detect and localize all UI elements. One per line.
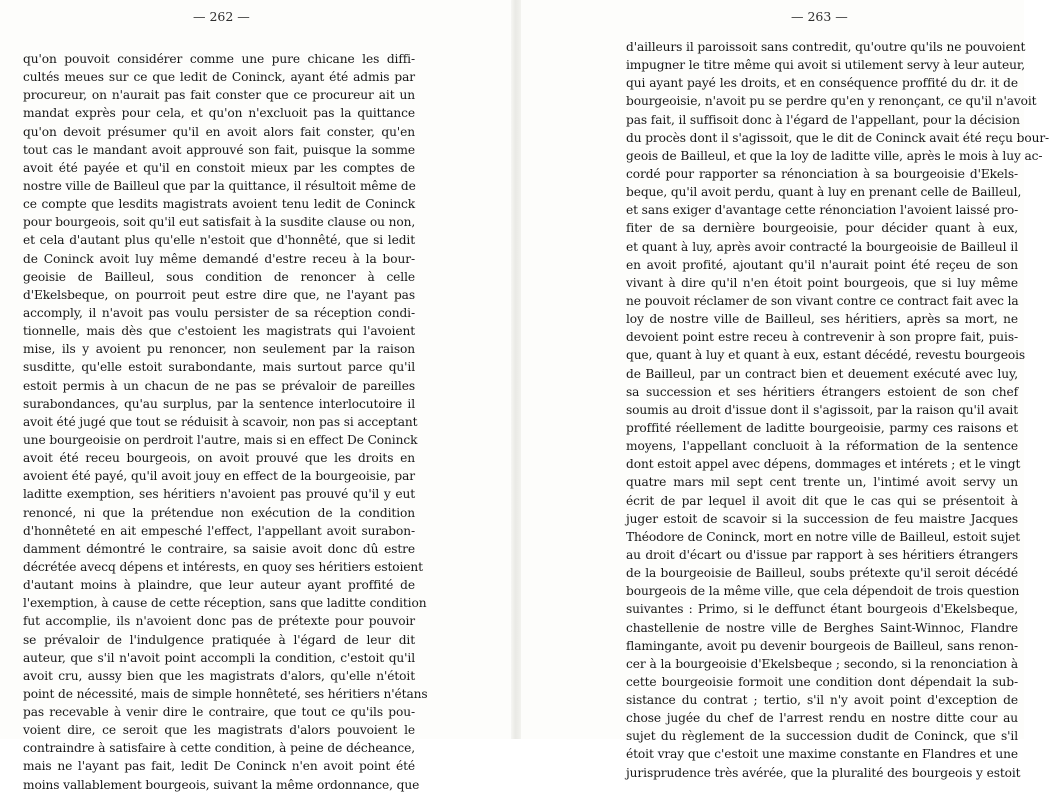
text-line: geois de Bailleul, et que la loy de laditte ville, après le mois à luy ac- xyxy=(626,148,1043,163)
text-line: cordé pour rapporter sa rénonciation à sa bourgeoisie d'Ekels- xyxy=(626,166,1018,181)
left-page xyxy=(0,0,511,792)
text-line: avoit cru, aussy bien que les magistrats d'alors, qu'elle n'étoit xyxy=(23,668,415,683)
text-line: devoient point estre receu à contrevenir à son propre fait, puis- xyxy=(626,330,1018,345)
text-line: l'exemption, à cause de cette réception, sans que laditte condition xyxy=(23,596,427,611)
text-line: qu'on pouvoit considérer comme une pure chicane les diffi- xyxy=(23,52,415,66)
text-line: geoisie de Bailleul, sous condition de renoncer à celle xyxy=(23,269,415,284)
text-line: laditte exemption, ses héritiers n'avoient pas prouvé qu'il y eut xyxy=(23,487,415,502)
text-line: avoit été payée et qu'il en constoit mieux par les comptes de xyxy=(23,160,415,175)
text-line: sa succession et ses héritiers étrangers estoient de son chef xyxy=(626,384,1018,399)
text-line: chastellenie de nostre ville de Berghes Saint-Winnoc, Flandre xyxy=(626,620,1018,635)
text-line: qui ayant payé les droits, et en conséquence proffité du dr. it de xyxy=(626,76,1018,91)
text-line: cultés meues sur ce que ledit de Coninck, ayant été admis par xyxy=(23,70,415,85)
text-line: damment démontré le contraire, sa saisie avoit donc dû estre xyxy=(23,541,415,556)
text-line: moins vallablement bourgeois, suivant la même ordonnance, que xyxy=(23,777,420,792)
book-gutter xyxy=(511,0,521,739)
right-page-text xyxy=(626,38,1049,782)
page-number-right: — 263 — xyxy=(791,9,848,24)
text-line: avoient été payé, qu'il avoit jouy en effect de la bourgeoisie, par xyxy=(23,469,415,484)
text-line: d'autant moins à plaindre, que leur auteur ayant proffité de xyxy=(23,578,415,593)
left-page-text xyxy=(23,50,428,794)
text-line: estoit permis à un chacun de ne pas se prévaloir de pareilles xyxy=(23,378,415,393)
text-line: du procès dont il s'agissoit, que le dit de Coninck avait été reçu bour- xyxy=(626,130,1049,145)
text-line: bourgeoisie, n'avoit pu se perdre qu'en y renonçant, ce qu'il n'avoit xyxy=(626,94,1037,109)
text-line: vivant à dire qu'il n'en étoit point bourgeois, que si luy même xyxy=(626,275,1018,290)
text-line: chose jugée du chef de l'arrest rendu en nostre ditte cour au xyxy=(626,711,1018,726)
text-line: avoit été receu bourgeois, on avoit prouvé que les droits en xyxy=(23,451,415,466)
text-line: d'honnêteté en ait empesché l'effect, l'appellant avoit surabon- xyxy=(23,523,415,538)
text-line: cette bourgeoisie formoit une condition dont dépendait la sub- xyxy=(626,674,1018,689)
text-line: mise, ils y avoient pu renoncer, non seulement par la raison xyxy=(23,342,415,357)
text-line: surabondances, qu'au surplus, par la sentence interlocutoire il xyxy=(23,396,415,411)
text-line: et quant à luy, après avoir contracté la bourgeoisie de Bailleul il xyxy=(626,239,1018,254)
text-line: une bourgeoisie on perdroit l'autre, mais si en effect De Coninck xyxy=(23,432,418,447)
text-line: bourgeois de la même ville, que cela dépendoit de trois question xyxy=(626,584,1020,599)
text-line: proffité réellement de laditte bourgeoisie, parmy ces raisons et xyxy=(626,420,1018,435)
text-line: auteur, que s'il n'avoit point accompli la condition, c'estoit qu'il xyxy=(23,650,415,665)
text-line: juger estoit de scavoir si la succession de feu maistre Jacques xyxy=(626,511,1018,526)
text-line: susditte, qu'elle estoit surabondante, mais surtout parce qu'il xyxy=(23,360,415,375)
text-line: tionnelle, mais dès que c'estoient les magistrats qui l'avoient xyxy=(23,324,415,339)
text-line: contraindre à satisfaire à cette condition, à peine de décheance, xyxy=(23,741,415,756)
text-line: étoit vray que c'estoit une maxime constante en Flandres et une xyxy=(626,747,1018,762)
text-line: suivantes : Primo, si le deffunct étant bourgeois d'Ekelsbeque, xyxy=(626,602,1018,617)
text-line: mais ne l'ayant pas fait, ledit De Coninck n'en avoit point été xyxy=(23,759,415,774)
text-line: décrétée avecq dépens et intérests, en quoy ses héritiers estoient xyxy=(23,559,423,574)
text-line: accomply, il n'avoit pas voulu persister de sa réception condi- xyxy=(23,305,415,320)
text-line: dont estoit appel avec dépens, dommages et intérets ; et le vingt xyxy=(626,457,1021,472)
text-line: soumis au droit d'issue dont il s'agissoit, par la raison qu'il avait xyxy=(626,402,1018,417)
text-line: loy de nostre ville de Bailleul, ses héritiers, après sa mort, ne xyxy=(626,312,1018,327)
text-line: procureur, on n'aurait pas fait conster que ce procureur ait un xyxy=(23,88,415,103)
text-line: beque, qu'il avoit perdu, quant à luy en prenant celle de Bailleul, xyxy=(626,185,1022,200)
text-line: sujet du règlement de la succession dudit de Coninck, que s'il xyxy=(626,729,1018,744)
text-line: en avoit profité, ajoutant qu'il n'aurait point été reçeu de son xyxy=(626,257,1018,272)
text-line: pas recevable à venir dire le contraire, que tout ce qu'ils pou- xyxy=(23,705,415,720)
text-line: pas fait, il suffisoit donc à l'égard de l'appellant, pour la décision xyxy=(626,112,1020,127)
text-line: jurisprudence très avérée, que la pluralité des bourgeois y estoit xyxy=(626,765,1021,780)
text-line: mandat exprès pour cela, et qu'on n'excluoit pas la quittance xyxy=(23,106,415,121)
text-line: sistance du contrat ; tertio, s'il n'y avoit point d'exception de xyxy=(626,693,1018,708)
text-line: ne pouvoit réclamer de son vivant contre ce contract fait avec la xyxy=(626,293,1019,308)
text-line: flamingante, avoit pu devenir bourgeois de Bailleul, sans renon- xyxy=(626,638,1018,653)
text-line: pour bourgeois, soit qu'il eut satisfait à la susdite clause ou non, xyxy=(23,215,416,230)
text-line: d'ailleurs il paroissoit sans contredit, qu'outre qu'ils ne pouvoient xyxy=(626,40,1026,54)
text-line: qu'on devoit présumer qu'il en avoit alors fait conster, qu'en xyxy=(23,124,415,139)
text-line: écrit de par lequel il avoit dit que le cas qui se présentoit à xyxy=(626,493,1018,508)
text-line: cer à la bourgeoisie d'Ekelsbeque ; secondo, si la renonciation à xyxy=(626,656,1018,671)
text-line: impugner le titre même qui avoit si utilement servy à leur auteur, xyxy=(626,58,1025,73)
text-line: renoncé, ni que la prétendue non exécution de la condition xyxy=(23,505,415,520)
text-line: ce compte que lesdits magistrats avoient tenu ledit de Coninck xyxy=(23,197,415,212)
text-line: et sans exiger d'avantage cette rénonciation l'avoient laissé pro- xyxy=(626,203,1019,218)
page-number-left: — 262 — xyxy=(193,9,250,24)
text-line: au droit d'écart ou d'issue par rapport à ses héritiers étrangers xyxy=(626,547,1018,562)
text-line: de Coninck avoit luy même demandé d'estre receu à la bour- xyxy=(23,251,415,266)
text-line: Théodore de Coninck, mort en notre ville de Bailleul, estoit sujet xyxy=(626,529,1021,544)
text-line: quatre mars mil sept cent trente un, l'intimé avoit servy un xyxy=(626,475,1018,490)
text-line: point de nécessité, mais de simple honnêteté, ses héritiers n'étans xyxy=(23,686,428,701)
text-line: d'Ekelsbeque, on pourroit peut estre dire que, ne l'ayant pas xyxy=(23,287,415,302)
text-line: que, quant à luy et quant à eux, estant décédé, revestu bourgeois xyxy=(626,348,1026,363)
text-line: se prévaloir de l'indulgence pratiquée à l'égard de leur dit xyxy=(23,632,415,647)
text-line: avoit été jugé que tout se réduisit à scavoir, non pas si acceptant xyxy=(23,414,418,429)
text-line: tout cas le mandant avoit approuvé son fait, puisque la somme xyxy=(23,142,415,157)
text-line: fut accomplie, ils n'avoient donc pas de prétexte pour pouvoir xyxy=(23,614,415,629)
text-line: de la bourgeoisie de Bailleul, soubs prétexte qu'il seroit décédé xyxy=(626,566,1018,581)
text-line: nostre ville de Bailleul que par la quittance, il résultoit même de xyxy=(23,178,416,193)
text-line: et cela d'autant plus qu'elle n'estoit que d'honnêté, que si ledit xyxy=(23,233,415,248)
text-line: voient dire, ce seroit que les magistrats d'alors pouvoient le xyxy=(23,723,415,738)
right-page xyxy=(521,0,1049,780)
text-line: moyens, l'appellant concluoit à la réformation de la sentence xyxy=(626,439,1018,454)
text-line: fiter de sa dernière bourgeoisie, pour décider quant à eux, xyxy=(626,221,1018,236)
text-line: de Bailleul, par un contract bien et deuement exécuté avec luy, xyxy=(626,366,1018,381)
